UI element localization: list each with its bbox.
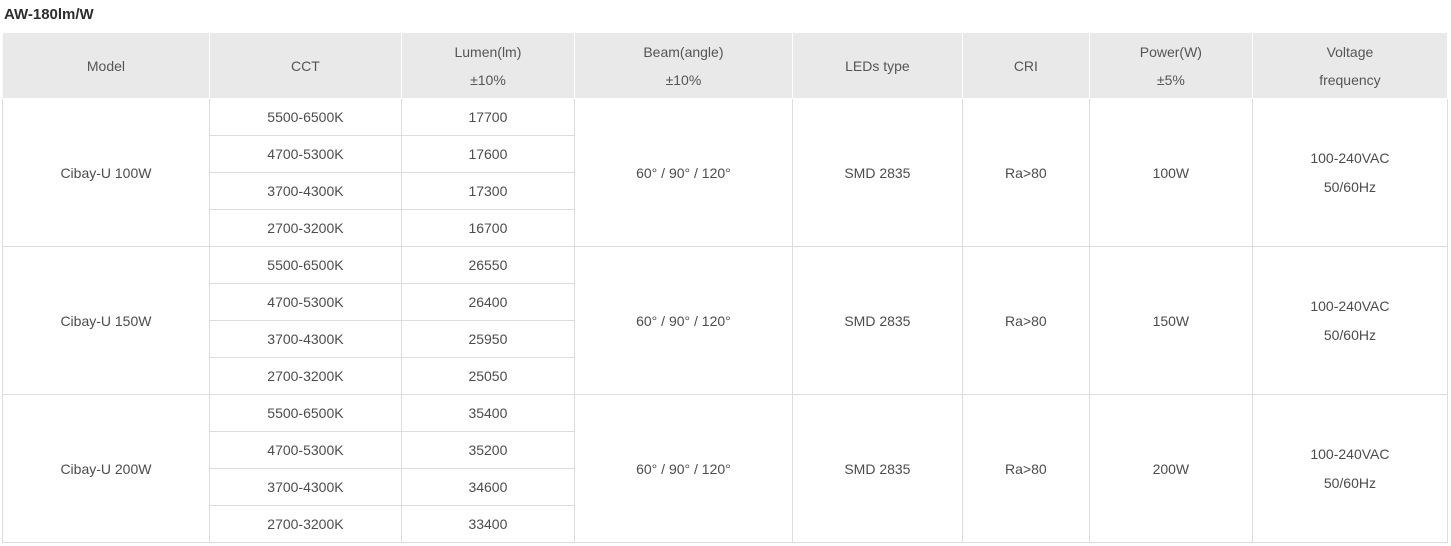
- power-cell: 200W: [1089, 395, 1252, 543]
- header-label: Beam(angle): [643, 43, 724, 60]
- beam-cell: 60° / 90° / 120°: [574, 99, 792, 247]
- col-header-cri: [962, 33, 1089, 99]
- header-sublabel: frequency: [1319, 71, 1381, 88]
- header-label: CCT: [291, 57, 320, 74]
- cct-cell: 4700-5300K: [209, 432, 401, 469]
- power-cell: 150W: [1089, 247, 1252, 395]
- lumen-cell: 26400: [401, 284, 574, 321]
- model-cell: Cibay-U 100W: [3, 99, 210, 247]
- cct-cell: 2700-3200K: [209, 358, 401, 395]
- col-header-lumen: [401, 33, 574, 99]
- leds-type-cell: SMD 2835: [792, 247, 962, 395]
- col-header-cct: [209, 33, 401, 99]
- lumen-cell: 33400: [401, 506, 574, 543]
- model-cell: Cibay-U 200W: [3, 395, 210, 543]
- cct-cell: 3700-4300K: [209, 173, 401, 210]
- header-label: CRI: [1013, 57, 1038, 74]
- cct-cell: 2700-3200K: [209, 210, 401, 247]
- cri-cell: Ra>80: [962, 247, 1089, 395]
- voltage-line1: 100-240VAC: [1310, 445, 1390, 462]
- leds-type-cell: SMD 2835: [792, 99, 962, 247]
- header-sublabel: ±10%: [470, 71, 506, 88]
- cct-cell: 4700-5300K: [209, 136, 401, 173]
- table-row: [3, 247, 1448, 284]
- leds-type-cell: SMD 2835: [792, 395, 962, 543]
- lumen-cell: 17600: [401, 136, 574, 173]
- voltage-line2: 50/60Hz: [1323, 474, 1376, 491]
- lumen-cell: 16700: [401, 210, 574, 247]
- lumen-cell: 25950: [401, 321, 574, 358]
- lumen-cell: 34600: [401, 469, 574, 506]
- col-header-leds-type: [792, 33, 962, 99]
- header-label: Model: [86, 57, 126, 74]
- cct-cell: 2700-3200K: [209, 506, 401, 543]
- model-cell: Cibay-U 150W: [3, 247, 210, 395]
- header-sublabel: ±5%: [1156, 71, 1185, 88]
- voltage-line1: 100-240VAC: [1310, 149, 1390, 166]
- cct-cell: 5500-6500K: [209, 395, 401, 432]
- beam-cell: 60° / 90° / 120°: [574, 395, 792, 543]
- col-header-model: [3, 33, 210, 99]
- header-label: Power(W): [1139, 43, 1202, 60]
- lumen-cell: 35400: [401, 395, 574, 432]
- cri-cell: Ra>80: [962, 395, 1089, 543]
- voltage-cell: [1252, 247, 1447, 395]
- header-label: LEDs type: [845, 57, 910, 74]
- table-row: [3, 99, 1448, 136]
- cct-cell: 5500-6500K: [209, 247, 401, 284]
- col-header-power: [1089, 33, 1252, 99]
- voltage-line2: 50/60Hz: [1323, 178, 1376, 195]
- page-title: AW-180lm/W: [4, 6, 94, 23]
- power-cell: 100W: [1089, 99, 1252, 247]
- lumen-cell: 35200: [401, 432, 574, 469]
- lumen-cell: 26550: [401, 247, 574, 284]
- col-header-voltage: [1252, 33, 1447, 99]
- cct-cell: 3700-4300K: [209, 469, 401, 506]
- lumen-cell: 25050: [401, 358, 574, 395]
- voltage-cell: [1252, 99, 1447, 247]
- header-label: Lumen(lm): [454, 43, 522, 60]
- header-row: [3, 33, 1448, 99]
- voltage-line1: 100-240VAC: [1310, 297, 1390, 314]
- beam-cell: 60° / 90° / 120°: [574, 247, 792, 395]
- voltage-line2: 50/60Hz: [1323, 326, 1376, 343]
- voltage-cell: [1252, 395, 1447, 543]
- cct-cell: 5500-6500K: [209, 99, 401, 136]
- lumen-cell: 17300: [401, 173, 574, 210]
- cct-cell: 4700-5300K: [209, 284, 401, 321]
- col-header-beam: [574, 33, 792, 99]
- header-sublabel: ±10%: [665, 71, 702, 88]
- lumen-cell: 17700: [401, 99, 574, 136]
- cct-cell: 3700-4300K: [209, 321, 401, 358]
- header-label: Voltage: [1326, 43, 1374, 60]
- cri-cell: Ra>80: [962, 99, 1089, 247]
- table-row: [3, 395, 1448, 432]
- spec-table: [2, 32, 1448, 543]
